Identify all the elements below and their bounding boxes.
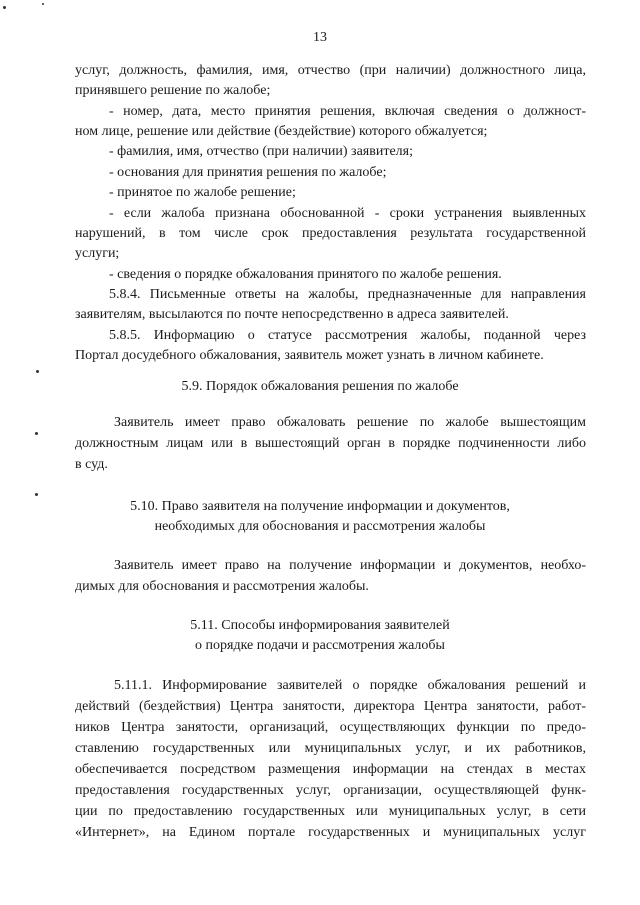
text-line: - фамилия, имя, отчество (при наличии) заявителя; [109,144,413,159]
text-line: - если жалоба признана обоснованной - сроки устранения выявленных [109,206,586,221]
text-line: нарушений, в том числе срок предоставления результата государственной [75,226,586,241]
text-line: - сведения о порядке обжалования принятого по жалобе решения. [109,267,502,282]
text-line: заявителям, высылаются по почте непосредственно в адреса заявителей. [75,307,509,322]
text-line: услуги; [75,246,120,261]
text-line: услуг, должность, фамилия, имя, отчество (при наличии) должностного лица, [75,63,586,78]
text-line: Портал досудебного обжалования, заявитель может узнать в личном кабинете. [75,348,544,363]
scan-speck [42,3,44,5]
text-line: в суд. [75,457,108,472]
text-line: обеспечивается посредством размещения информации на стендах в местах [75,762,586,777]
scan-speck [3,6,6,9]
text-line: 5.11.1. Информирование заявителей о порядке обжалования решений и [114,678,586,693]
scan-speck [35,493,38,496]
text-line: - принятое по жалобе решение; [109,185,296,200]
text-line: ставлению государственных или муниципальных услуг, и их работников, [75,741,586,756]
text-line: Заявитель имеет право на получение информации и документов, необхо- [114,558,586,573]
scan-speck [36,370,39,373]
text-line: - номер, дата, место принятия решения, включая сведения о должност- [109,104,586,119]
text-line: принявшего решение по жалобе; [75,83,271,98]
text-line: должностным лицам или в вышестоящий орган в порядке подчиненности либо [75,436,586,451]
text-line: ции по предоставлению государственных или муниципальных услуг, в сети [75,804,586,819]
section-heading: о порядке подачи и рассмотрения жалобы [195,638,445,653]
text-line: - основания для принятия решения по жалобе; [109,165,387,180]
section-heading: 5.11. Способы информирования заявителей [190,618,450,633]
text-line: Заявитель имеет право обжаловать решение по жалобе вышестоящим [114,415,586,430]
text-line: 5.8.5. Информацию о статусе рассмотрения жалобы, поданной через [109,328,586,343]
text-line: 5.8.4. Письменные ответы на жалобы, предназначенные для направления [109,287,586,302]
text-line: ном лице, решение или действие (бездействие) которого обжалуется; [75,124,488,139]
section-heading: необходимых для обоснования и рассмотрения жалобы [154,519,486,534]
section-heading: 5.10. Право заявителя на получение информации и документов, [130,499,510,514]
text-line: действий (бездействия) Центра занятости, директора Центра занятости, работ- [75,699,586,714]
scan-speck [35,432,38,435]
text-line: предоставления государственных услуг, организации, осуществляющей функ- [75,783,586,798]
text-line: ников Центра занятости, организаций, осуществляющих функции по предо- [75,720,586,735]
text-line: «Интернет», на Едином портале государственных и муниципальных услуг [75,825,586,840]
section-heading: 5.9. Порядок обжалования решения по жалобе [181,379,459,394]
page-number: 13 [313,30,327,45]
text-line: димых для обоснования и рассмотрения жалобы. [75,579,369,594]
